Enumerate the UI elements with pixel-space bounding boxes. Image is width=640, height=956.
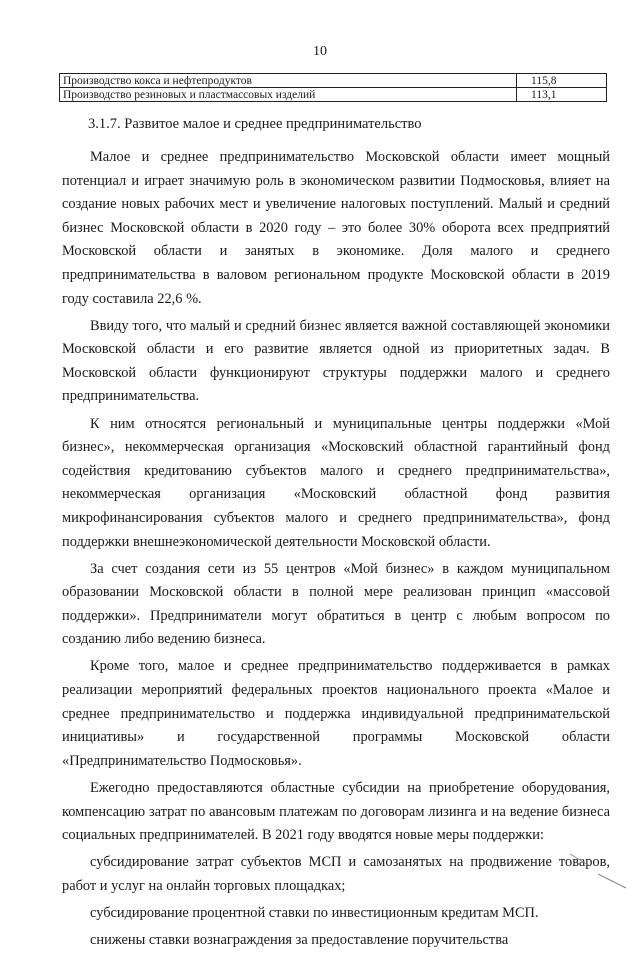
data-table <box>59 73 607 102</box>
section-heading: 3.1.7. Развитое малое и среднее предпринимательство <box>88 116 422 132</box>
paragraph: Кроме того, малое и среднее предпринимательство поддерживается в рамках реализации мероприятий федеральных проектов национального проекта «Малое и среднее предпринимательство и поддержка индивидуальной предпринимательской инициативы» и государственной программы Московской области «Предпринимательство Подмосковья». <box>62 658 610 769</box>
paragraph: К ним относятся региональный и муниципальные центры поддержки «Мой бизнес», некоммерческая организация «Московский областной гарантийный фонд содействия кредитованию субъектов малого и среднего предпринимательства», некоммерческая организация «Московский областной фонд развития микрофинансирования субъектов малого и среднего предпринимательства», фонд поддержки внешнеэкономической деятельности Московской области. <box>62 415 610 550</box>
scan-mark-icon <box>568 852 628 892</box>
table-row <box>60 74 607 88</box>
table-cell-value: 113,1 <box>517 88 607 102</box>
paragraph: За счет создания сети из 55 центров «Мой бизнес» в каждом муниципальном образовании Московской области в полной мере реализован принцип «массовой поддержки». Предприниматели могут обратиться в центр с любым вопросом по созданию либо ведению бизнеса. <box>62 560 610 648</box>
list-item: снижены ставки вознаграждения за предоставление поручительства <box>90 932 509 948</box>
table-cell-value: 115,8 <box>517 74 607 88</box>
page-number: 10 <box>313 44 327 59</box>
paragraph: Малое и среднее предпринимательство Московской области имеет мощный потенциал и играет значимую роль в экономическом развитии Подмосковья, влияет на создание новых рабочих мест и увеличение налоговых поступлений. Малый и средний бизнес Московской области в 2020 году – это более 30% оборота всех предприятий Московской области и занятых в экономике. Доля малого и среднего предпринимательства в валовом региональном продукте Московской области в 2019 году составила 22,6 %. <box>62 149 610 307</box>
body-text <box>62 146 610 956</box>
table-cell-label: Производство кокса и нефтепродуктов <box>60 74 517 88</box>
paragraph: Ввиду того, что малый и средний бизнес является важной составляющей экономики Московской области и его развитие является одной из приоритетных задач. В Московской области функционируют структуры поддержки малого и среднего предпринимательства. <box>62 317 610 405</box>
table-cell-label: Производство резиновых и пластмассовых изделий <box>60 88 517 102</box>
table-row <box>60 88 607 102</box>
list-item: субсидирование процентной ставки по инвестиционным кредитам МСП. <box>90 904 539 921</box>
list-item: субсидирование затрат субъектов МСП и самозанятых на продвижение товаров, работ и услуг на онлайн торговых площадках; <box>62 854 610 894</box>
paragraph: Ежегодно предоставляются областные субсидии на приобретение оборудования, компенсацию затрат по авансовым платежам по договорам лизинга и на ведение бизнеса социальных предпринимателей. В 2021 году вводятся новые меры поддержки: <box>62 779 610 844</box>
